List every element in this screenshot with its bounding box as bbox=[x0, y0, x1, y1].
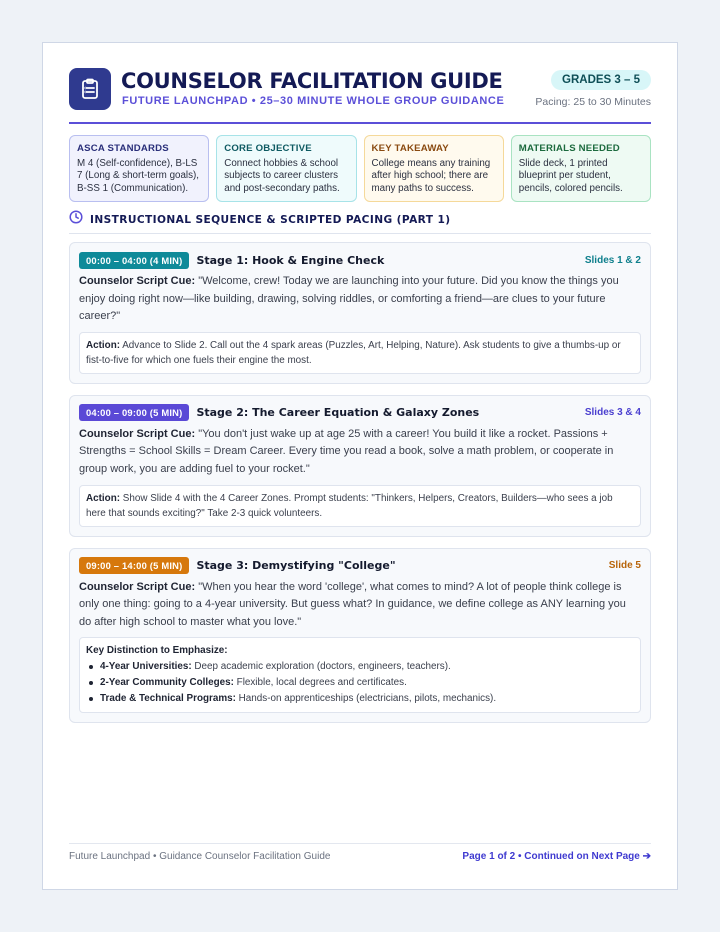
grade-badge: GRADES 3 – 5 bbox=[551, 70, 651, 90]
section-heading bbox=[69, 212, 651, 234]
page-subtitle: FUTURE LAUNCHPAD • 25–30 MINUTE WHOLE GROUP GUIDANCE bbox=[122, 95, 505, 107]
card-body: Slide deck, 1 printed blueprint per student, pencils, colored pencils. bbox=[518, 157, 623, 194]
action-label: Action: bbox=[86, 492, 121, 504]
card-title: CORE OBJECTIVE bbox=[224, 143, 312, 154]
card-body: Connect hobbies & school subjects to career clusters and post-secondary paths. bbox=[224, 157, 340, 194]
action-label: Action: bbox=[86, 339, 121, 351]
script-cue bbox=[79, 426, 641, 479]
list-item-term: Trade & Technical Programs: bbox=[100, 693, 236, 705]
slides-reference: Slide 5 bbox=[608, 560, 641, 572]
section-title: INSTRUCTIONAL SEQUENCE & SCRIPTED PACING (PART 1) bbox=[90, 213, 451, 226]
stage-title: Stage 1: Hook & Engine Check bbox=[196, 253, 385, 267]
page-footer bbox=[69, 843, 651, 862]
list-item bbox=[86, 659, 634, 675]
list-item-desc: Deep academic exploration (doctors, engineers, teachers). bbox=[194, 661, 451, 673]
list-item bbox=[86, 691, 634, 707]
guide-page bbox=[42, 42, 678, 890]
list-item bbox=[86, 675, 634, 691]
next-page-link[interactable]: Page 1 of 2 • Continued on Next Page ➔ bbox=[462, 851, 651, 862]
action-box bbox=[79, 485, 641, 527]
card-title: MATERIALS NEEDED bbox=[518, 143, 620, 154]
stage-2-card bbox=[69, 395, 651, 537]
cue-label: Counselor Script Cue: bbox=[79, 275, 196, 287]
cue-text: "Welcome, crew! Today we are launching into your future. Did you know the things you enjoy doing right now—like building, drawing, solving riddles, or comforting a friend—are clues to your future career?" bbox=[79, 275, 619, 323]
clipboard-icon bbox=[69, 68, 111, 110]
pacing-text: Pacing: 25 to 30 Minutes bbox=[535, 96, 651, 108]
list-item-term: 2-Year Community Colleges: bbox=[100, 677, 234, 689]
action-box bbox=[79, 332, 641, 374]
distinction-list bbox=[86, 659, 634, 707]
time-badge: 04:00 – 09:00 (5 MIN) bbox=[79, 404, 189, 421]
script-cue bbox=[79, 579, 641, 632]
stage-title: Stage 3: Demystifying "College" bbox=[196, 559, 396, 573]
stage-header bbox=[79, 251, 641, 269]
footer-left-text: Future Launchpad • Guidance Counselor Facilitation Guide bbox=[69, 851, 331, 862]
action-text: Show Slide 4 with the 4 Career Zones. Prompt students: "Thinkers, Helpers, Creators, Builders—who sees a job here that sounds exciting?" Take 2-3 quick volunteers. bbox=[86, 492, 613, 519]
cue-text: "When you hear the word 'college', what comes to mind? A lot of people think college is only one thing: going to a 4-year university. But guess what? In guidance, we define college as ANY learning you do after high school to master what you love." bbox=[79, 580, 626, 628]
stage-header bbox=[79, 557, 641, 575]
stage-3-card bbox=[69, 548, 651, 724]
stage-1-card bbox=[69, 242, 651, 384]
stage-title: Stage 2: The Career Equation & Galaxy Zones bbox=[196, 406, 480, 420]
action-text: Advance to Slide 2. Call out the 4 spark areas (Puzzles, Art, Helping, Nature). Ask students to give a thumbs-up or fist-to-five for which one fuels their engine the most. bbox=[86, 339, 621, 366]
time-badge: 09:00 – 14:00 (5 MIN) bbox=[79, 557, 189, 574]
header-divider bbox=[69, 122, 651, 124]
stage-header bbox=[79, 404, 641, 422]
time-badge: 00:00 – 04:00 (4 MIN) bbox=[79, 252, 189, 269]
card-title: KEY TAKEAWAY bbox=[371, 143, 449, 154]
clock-icon bbox=[69, 210, 83, 229]
cue-text: "You don't just wake up at age 25 with a career! You build it like a rocket. Passions + Strengths = School Skills = Dream Career. Every time you read a book, solve a math problem, or cooperate in group work, you are adding fuel to your rocket." bbox=[79, 427, 614, 475]
list-item-term: 4-Year Universities: bbox=[100, 661, 192, 673]
slides-reference: Slides 1 & 2 bbox=[584, 254, 641, 266]
list-item-desc: Flexible, local degrees and certificates. bbox=[236, 677, 407, 689]
card-body: M 4 (Self-confidence), B-LS 7 (Long & short-term goals), B-SS 1 (Communication). bbox=[77, 157, 199, 194]
page-header bbox=[69, 68, 651, 148]
script-cue bbox=[79, 273, 641, 326]
cue-label: Counselor Script Cue: bbox=[79, 580, 196, 593]
list-item-desc: Hands-on apprenticeships (electricians, pilots, mechanics). bbox=[238, 693, 497, 705]
slides-reference: Slides 3 & 4 bbox=[584, 407, 641, 419]
cue-label: Counselor Script Cue: bbox=[79, 427, 196, 440]
distinction-title: Key Distinction to Emphasize: bbox=[86, 645, 228, 657]
distinction-box bbox=[79, 637, 641, 713]
page-title: COUNSELOR FACILITATION GUIDE bbox=[121, 69, 503, 93]
card-title: ASCA STANDARDS bbox=[77, 143, 169, 154]
card-body: College means any training after high school; there are many paths to success. bbox=[371, 157, 491, 194]
